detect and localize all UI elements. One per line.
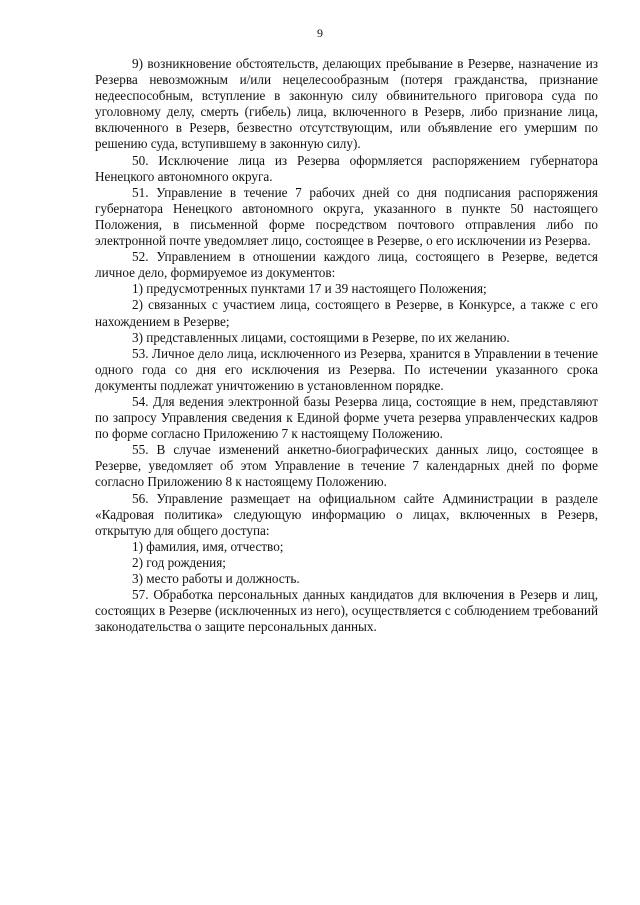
- paragraph-56-item-3: 3) место работы и должность.: [132, 571, 300, 586]
- paragraph-56-item-2: 2) год рождения;: [132, 554, 226, 570]
- document-body: [95, 56, 598, 635]
- paragraph-52: 52. Управлением в отношении каждого лица, состоящего в Резерве, ведется личное дело, формируемое из документов:: [95, 249, 598, 281]
- paragraph-51: 51. Управление в течение 7 рабочих дней со дня подписания распоряжения губернатора Ненецкого автономного округа, указанного в пункте 50 настоящего Положения, в письменной форме посредством почтового отправления либо по электронной почте уведомляет лицо, состоящее в Резерве, о его исключении из Резерва.: [95, 184, 598, 249]
- paragraph-56-item-1: 1) фамилия, имя, отчество;: [132, 538, 284, 554]
- paragraph-52-item-3: 3) представленных лицами, состоящими в Резерве, по их желанию.: [132, 329, 510, 345]
- paragraph-57: 57. Обработка персональных данных кандидатов для включения в Резерв и лиц, состоящих в Резерве (исключенных из него), осуществляется с соблюдением требований законодательства о защите персональных данных.: [95, 587, 598, 635]
- paragraph-55: 55. В случае изменений анкетно-биографических данных лицо, состоящее в Резерве, уведомляет об этом Управление в течение 7 календарных дней по форме согласно Приложению 8 к настоящему Положению.: [95, 442, 598, 490]
- paragraph-52-item-1: 1) предусмотренных пунктами 17 и 39 настоящего Положения;: [132, 281, 487, 297]
- paragraph-56: 56. Управление размещает на официальном сайте Администрации в разделе «Кадровая политика» следующую информацию о лицах, включенных в Резерв, открытую для общего доступа:: [95, 490, 598, 538]
- page-number: 9: [317, 26, 323, 40]
- paragraph-53: 53. Личное дело лица, исключенного из Резерва, хранится в Управлении в течение одного года со дня его исключения из Резерва. По истечении указанного срока документы подлежат уничтожению в установленном порядке.: [95, 345, 598, 393]
- paragraph-50: 50. Исключение лица из Резерва оформляется распоряжением губернатора Ненецкого автономного округа.: [95, 152, 598, 184]
- paragraph-52-item-2: 2) связанных с участием лица, состоящего в Резерве, в Конкурсе, а также с его нахождением в Резерве;: [95, 297, 598, 329]
- paragraph-item-9: 9) возникновение обстоятельств, делающих пребывание в Резерве, назначение из Резерва невозможным и/или нецелесообразным (потеря гражданства, признание недееспособным, вступление в законную силу обвинительного приговора суда по уголовному делу, смерть (гибель) лица, включенного в Резерв, либо признание лица, включенного в Резерв, безвестно отсутствующим, или объявление его умершим по решению суда, вступившему в законную силу).: [95, 56, 598, 152]
- paragraph-54: 54. Для ведения электронной базы Резерва лица, состоящие в нем, представляют по запросу Управления сведения к Единой форме учета резерва управленческих кадров по форме согласно Приложению 7 к настоящему Положению.: [95, 393, 598, 442]
